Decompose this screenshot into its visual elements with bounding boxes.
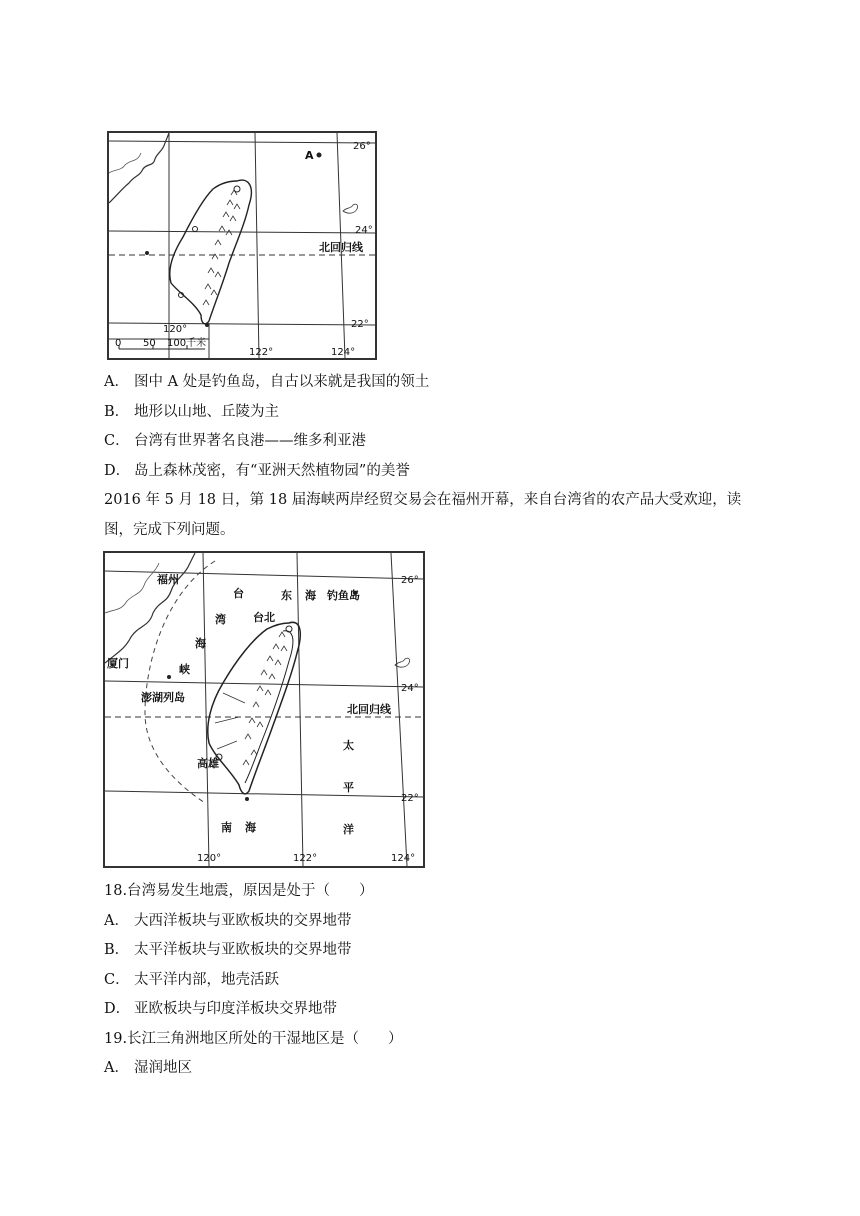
taiwan-map-1-drawing bbox=[109, 133, 375, 358]
option-letter: C． bbox=[104, 433, 130, 449]
option-text: 图中 A 处是钓鱼岛，自古以来就是我国的领土 bbox=[134, 374, 430, 390]
south-sea-label-1: 南 bbox=[221, 821, 232, 834]
intro-line-1: 2016 年 5 月 18 日，第 18 届海峡两岸经贸交易会在福州开幕，来自台湾省的农产品大受欢迎，读 bbox=[104, 492, 742, 508]
tropic-label: 北回归线 bbox=[319, 241, 363, 254]
diaoyu-label: 钓鱼岛 bbox=[327, 589, 360, 602]
option-text: 台湾有世界著名良港——维多利亚港 bbox=[134, 433, 366, 449]
taiwan-map-2-drawing bbox=[105, 553, 423, 866]
option-letter: B． bbox=[104, 942, 130, 958]
q18-option-d bbox=[104, 999, 337, 1019]
option-text: 湿润地区 bbox=[134, 1060, 192, 1076]
q18-option-c bbox=[104, 970, 279, 990]
q18-stem: 18.台湾易发生地震，原因是处于（ ） bbox=[104, 883, 374, 899]
south-sea-label-2: 海 bbox=[245, 821, 256, 834]
taiwan-map-1 bbox=[107, 131, 377, 360]
lat-22-label: 22° bbox=[351, 319, 369, 330]
taipei-label: 台北 bbox=[253, 611, 275, 624]
option-letter: A． bbox=[104, 374, 129, 390]
pacific-label-3: 洋 bbox=[343, 823, 354, 836]
strait-label-3: 海 bbox=[195, 637, 206, 650]
option-text: 大西洋板块与亚欧板块的交界地带 bbox=[134, 913, 352, 929]
q17-option-a bbox=[104, 372, 429, 392]
option-letter: B． bbox=[104, 404, 130, 420]
q18-option-b bbox=[104, 940, 352, 960]
lon-120-label: 120° bbox=[163, 324, 188, 335]
lat-26-label: 26° bbox=[353, 141, 371, 152]
fuzhou-label: 福州 bbox=[157, 573, 179, 586]
q17-option-b bbox=[104, 402, 279, 422]
option-text: 太平洋内部，地壳活跃 bbox=[134, 972, 279, 988]
option-letter: C． bbox=[104, 972, 130, 988]
scale-label-50: 50 bbox=[143, 338, 156, 349]
option-text: 地形以山地、丘陵为主 bbox=[134, 404, 279, 420]
taiwan-map-2 bbox=[103, 551, 425, 868]
lat-22-label-2: 22° bbox=[401, 793, 419, 804]
q18-option-a bbox=[104, 911, 352, 931]
lat-24-label: 24° bbox=[355, 225, 373, 236]
option-text: 太平洋板块与亚欧板块的交界地带 bbox=[134, 942, 352, 958]
lon-122-label-2: 122° bbox=[293, 853, 318, 864]
intro-line-2: 图，完成下列问题。 bbox=[104, 522, 235, 538]
option-letter: D． bbox=[104, 1001, 131, 1017]
q19-stem: 19.长江三角洲地区所处的干湿地区是（ ） bbox=[104, 1031, 403, 1047]
lon-122-label: 122° bbox=[249, 347, 274, 358]
tropic-label-2: 北回归线 bbox=[347, 703, 391, 716]
kaohsiung-label: 高雄 bbox=[197, 757, 219, 770]
scale-label-0: 0 bbox=[115, 338, 122, 349]
q17-option-c bbox=[104, 431, 366, 451]
penghu-label: 澎湖列岛 bbox=[141, 691, 185, 704]
option-letter: D． bbox=[104, 463, 131, 479]
q17-option-d bbox=[104, 461, 410, 481]
option-text: 岛上森林茂密，有“亚洲天然植物园”的美誉 bbox=[134, 463, 410, 479]
east-sea-label-2: 海 bbox=[305, 589, 316, 602]
lon-124-label: 124° bbox=[331, 347, 356, 358]
pacific-label-1: 太 bbox=[343, 739, 354, 752]
q19-option-a bbox=[104, 1058, 192, 1078]
lon-124-label-2: 124° bbox=[391, 853, 416, 864]
strait-label-1: 台 bbox=[233, 587, 244, 600]
lat-26-label-2: 26° bbox=[401, 575, 419, 586]
east-sea-label-1: 东 bbox=[281, 589, 292, 602]
point-a-label: A bbox=[305, 149, 314, 162]
xiamen-label: 厦门 bbox=[107, 657, 129, 670]
option-letter: A． bbox=[104, 913, 129, 929]
lon-120-label-2: 120° bbox=[197, 853, 222, 864]
pacific-label-2: 平 bbox=[343, 781, 354, 794]
lat-24-label-2: 24° bbox=[401, 683, 419, 694]
strait-label-2: 湾 bbox=[215, 613, 226, 626]
scale-label-100: 100千米 bbox=[167, 338, 207, 349]
strait-label-4: 峡 bbox=[179, 663, 190, 676]
option-text: 亚欧板块与印度洋板块交界地带 bbox=[134, 1001, 337, 1017]
option-letter: A． bbox=[104, 1060, 129, 1076]
